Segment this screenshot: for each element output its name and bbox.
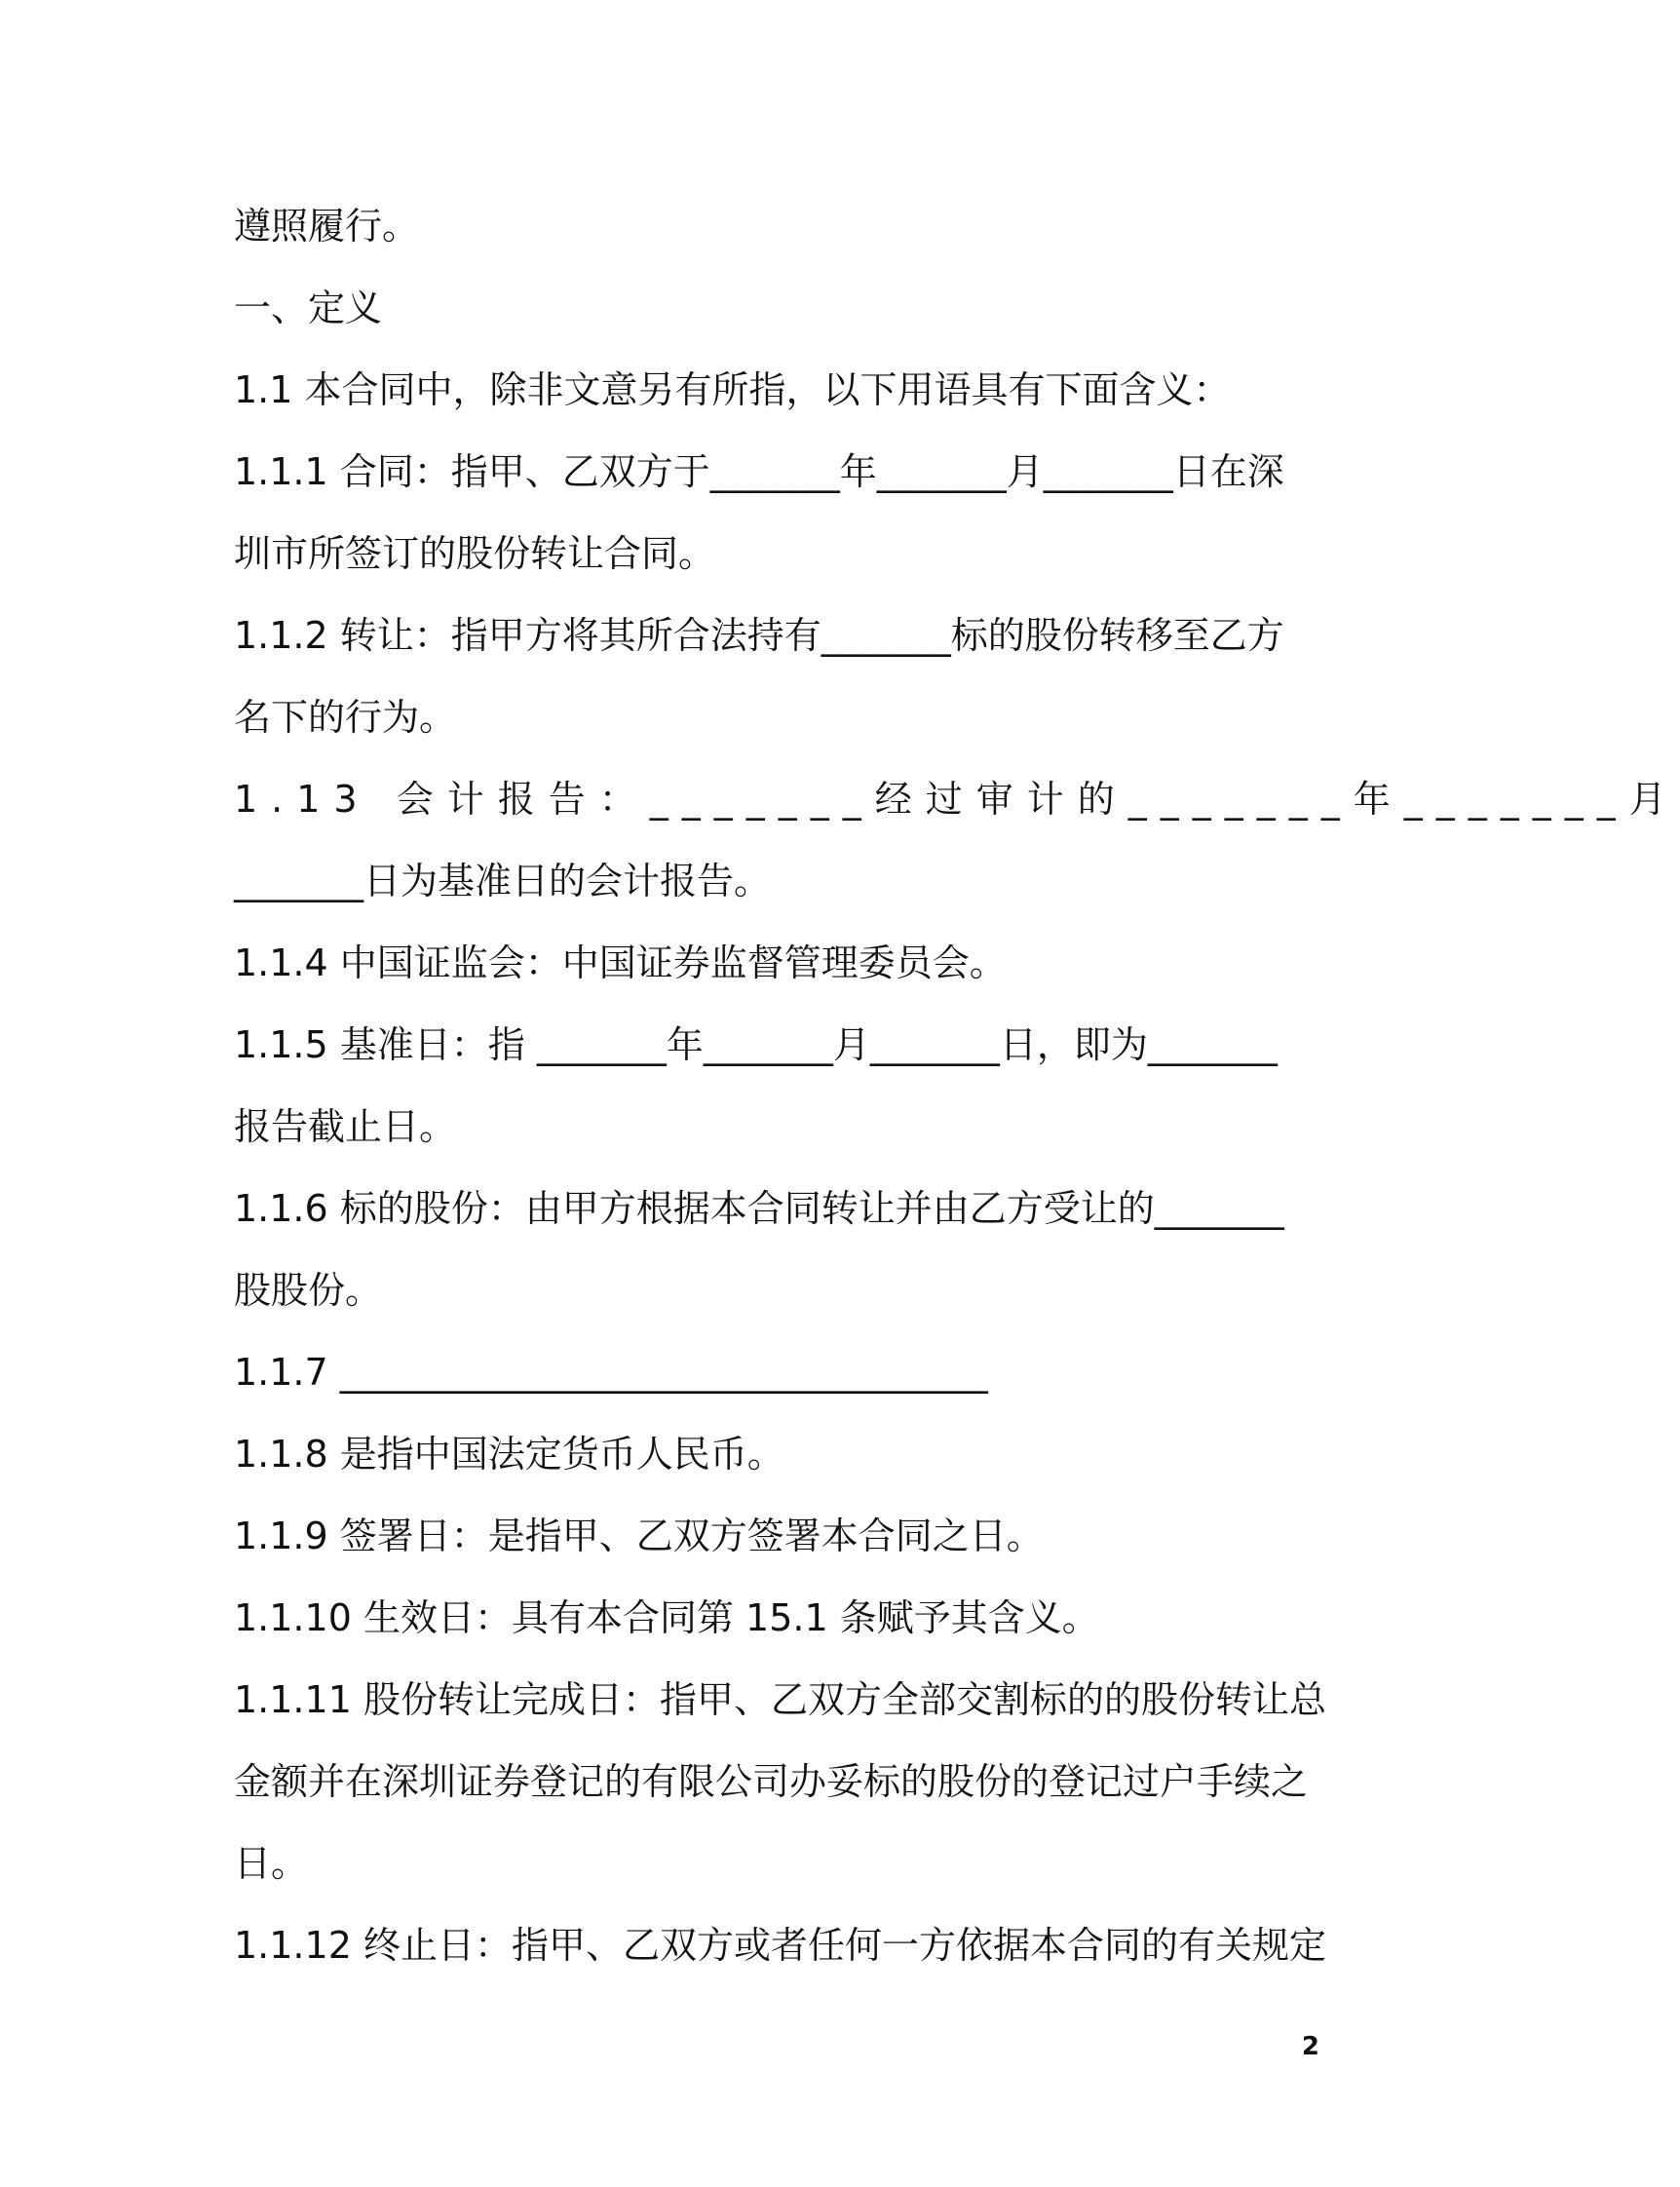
clause-1-1-11-cont: 金额并在深圳证券登记的有限公司办妥标的股份的登记过户手续之	[234, 1760, 1309, 1803]
clause-1-1-6-cont: 股股份。	[234, 1269, 383, 1312]
clause-1-1-5: 1.1.5 基准日：指 _______年_______月_______日，即为_______	[234, 1023, 1278, 1066]
clause-1-1-11: 1.1.11 股份转让完成日：指甲、乙双方全部交割标的的股份转让总	[234, 1678, 1326, 1721]
clause-1-1: 1.1 本合同中，除非文意另有所指，以下用语具有下面含义：	[234, 368, 1231, 411]
clause-1-1-3-cont: _______日为基准日的会计报告。	[234, 860, 772, 902]
clause-1-1-6: 1.1.6 标的股份：由甲方根据本合同转让并由乙方受让的_______	[234, 1187, 1284, 1230]
clause-1-1-2-cont: 名下的行为。	[234, 696, 457, 739]
clause-1-1-8: 1.1.8 是指中国法定货币人民币。	[234, 1433, 784, 1476]
document-body	[234, 185, 1680, 1986]
clause-1-1-2: 1.1.2 转让：指甲方将其所合法持有_______标的股份转移至乙方	[234, 614, 1284, 657]
clause-1-1-12: 1.1.12 终止日：指甲、乙双方或者任何一方依据本合同的有关规定	[234, 1924, 1326, 1967]
clause-1-1-5-cont: 报告截止日。	[234, 1105, 457, 1148]
clause-1-1-9: 1.1.9 签署日：是指甲、乙双方签署本合同之日。	[234, 1515, 1044, 1557]
clause-1-1-10: 1.1.10 生效日：具有本合同第 15.1 条赋予其含义。	[234, 1596, 1099, 1639]
clause-1-1-4: 1.1.4 中国证监会：中国证券监督管理委员会。	[234, 941, 1007, 984]
text-line: 遵照履行。	[234, 205, 420, 248]
page-number: 2	[1301, 2032, 1319, 2061]
section-heading: 一、定义	[234, 287, 383, 329]
clause-1-1-1-cont: 圳市所签订的股份转让合同。	[234, 532, 716, 575]
clause-1-1-3: 1.13 会计报告：_______经过审计的_______年_______月	[234, 778, 1680, 821]
clause-1-1-11-cont-2: 日。	[234, 1842, 309, 1885]
clause-1-1-7: 1.1.7 ___________________________________	[234, 1351, 988, 1394]
clause-1-1-1: 1.1.1 合同：指甲、乙双方于_______年_______月_______日在深	[234, 450, 1284, 493]
